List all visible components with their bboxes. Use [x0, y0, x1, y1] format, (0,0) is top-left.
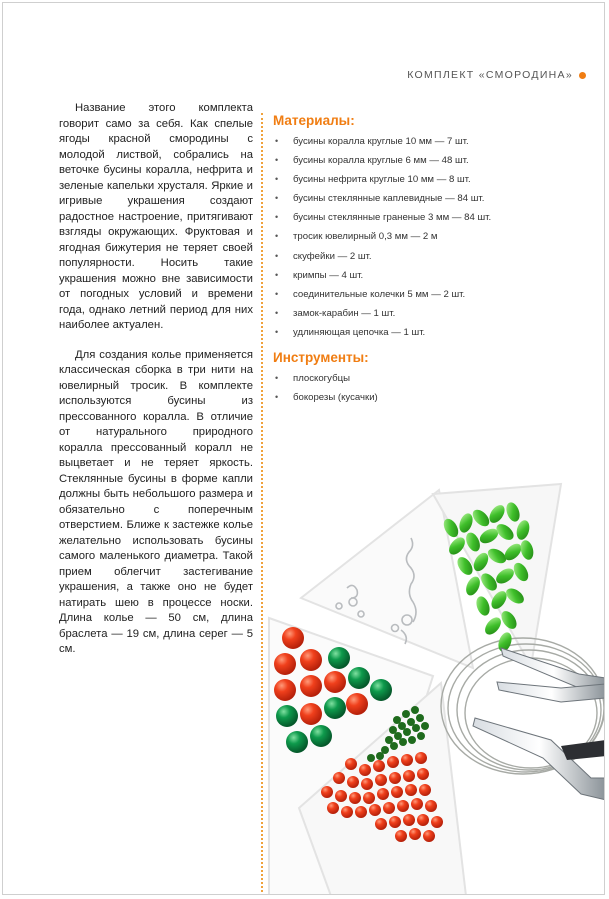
running-header-title: КОМПЛЕКТ «СМОРОДИНА»	[407, 69, 573, 81]
tools-block	[273, 350, 593, 403]
intro-paragraph-2: Для создания колье применяется классическая сборка в три нити на ювелирный тросик. В комплекте используются бусины из прессованного коралла. В отличие от натурального природного коралла прессованный коралл не выцветает и не теряет яркость. Стеклянные бусины в форме капли должны быть небольшого размера и обязательно с поперечным отверстием. Ближе к застежке колье желательно использовать бусины самого маленького диаметра. Такой прием облегчит застегивание украшения, а также оно не будет натирать шею в процессе носки. Длина колье — 50 см, длина браслета — 19 см, длина серег — 5 см.	[59, 348, 253, 655]
list-item	[273, 231, 593, 242]
material-label: замок-карабин — 1 шт.	[293, 307, 396, 319]
tools-list	[273, 373, 593, 403]
bullet-icon: •	[275, 155, 279, 166]
material-label: тросик ювелирный 0,3 мм — 2 м	[293, 231, 438, 243]
materials-heading: Материалы:	[273, 113, 355, 128]
bullet-icon: •	[275, 212, 279, 223]
pliers	[473, 648, 605, 800]
beads-tools-photo	[261, 478, 605, 895]
bullet-icon: •	[275, 392, 279, 403]
bullet-icon: •	[275, 136, 279, 146]
intro-text	[59, 101, 253, 672]
bullet-icon: •	[275, 326, 279, 337]
list-item	[273, 212, 593, 223]
materials-list	[273, 136, 593, 338]
material-label: скуфейки — 2 шт.	[293, 250, 372, 262]
list-item	[273, 155, 593, 166]
bullet-icon: •	[275, 174, 279, 185]
bullet-icon: •	[275, 269, 279, 280]
material-label: кримпы — 4 шт.	[293, 269, 364, 281]
material-label: бусины стеклянные каплевидные — 84 шт.	[293, 193, 485, 205]
list-item	[273, 289, 593, 300]
bullet-icon: •	[275, 193, 279, 204]
material-label: бусины нефрита круглые 10 мм — 8 шт.	[293, 174, 471, 186]
book-page	[2, 2, 605, 895]
tool-label: бокорезы (кусачки)	[293, 392, 378, 404]
material-label: удлиняющая цепочка — 1 шт.	[293, 326, 426, 338]
list-item	[273, 193, 593, 204]
running-header	[407, 69, 586, 81]
bullet-icon: •	[275, 307, 279, 318]
material-label: соединительные колечки 5 мм — 2 шт.	[293, 288, 466, 300]
material-label: бусины коралла круглые 10 мм — 7 шт.	[293, 136, 469, 147]
bullet-icon: •	[275, 288, 279, 299]
list-item	[273, 308, 593, 319]
material-label: бусины стеклянные граненые 3 мм — 84 шт.	[293, 212, 492, 224]
intro-paragraph-1: Название этого комплекта говорит само за себя. Как спелые ягоды красной смородины с молодой листвой, собрались на веточке бусины коралла, нефрита и зеленые капельки хрусталя. Яркие и игривые украшения создают радостное настроение, притягивают взгляды окружающих. Фруктовая и ягодная бижутерия не теряет своей популярности. Носить такие украшения можно вне зависимости от погодных условий и времени года, однако летний период для них наиболее актуален.	[59, 102, 253, 331]
material-label: бусины коралла круглые 6 мм — 48 шт.	[293, 155, 469, 167]
list-item	[273, 174, 593, 185]
list-item	[273, 136, 593, 147]
bullet-icon: •	[275, 372, 279, 383]
header-dot-icon	[579, 72, 586, 79]
tools-heading: Инструменты:	[273, 349, 369, 365]
bullet-icon: •	[275, 250, 279, 261]
list-item	[273, 270, 593, 281]
list-item	[273, 392, 593, 403]
supplies-column	[273, 113, 593, 411]
list-item	[273, 373, 593, 384]
tool-label: плоскогубцы	[293, 372, 350, 384]
list-item	[273, 327, 593, 338]
bullet-icon: •	[275, 231, 279, 242]
list-item	[273, 251, 593, 262]
